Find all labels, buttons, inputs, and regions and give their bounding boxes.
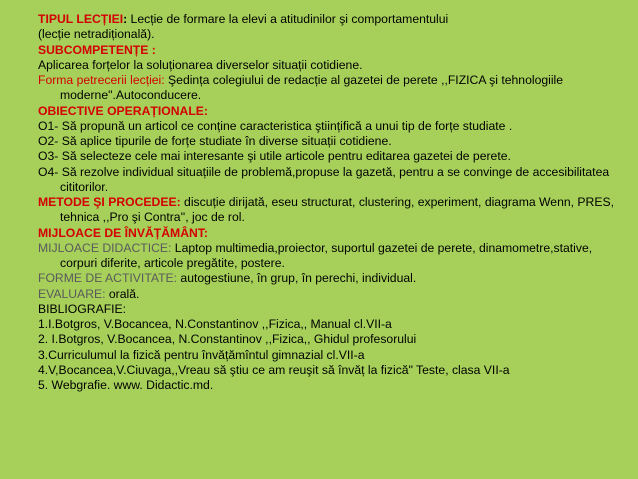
activity-forms: [38, 271, 626, 286]
evaluation: [38, 287, 626, 302]
methods-label: METODE ŞI PROCEDEE:: [38, 195, 181, 209]
activity-forms-label: FORME DE ACTIVITATE:: [38, 271, 178, 286]
lesson-type-label: TIPUL LECȚIEI: [38, 12, 124, 26]
bibliography-item: 3.Curriculumul la fizică pentru învățămîntul gimnazial cl.VII-a: [38, 347, 365, 362]
objective-item: O1- Să propună un articol ce conține caracteristica ştiințifică a unui tip de forțe studiate .: [38, 118, 513, 133]
subcompetente-label: SUBCOMPETENȚE :: [38, 42, 156, 57]
lesson-type-colon: :: [123, 12, 128, 26]
bibliography-item: 1.I.Botgros, V.Bocancea, N.Constantinov ,,Fizica,, Manual cl.VII-a: [38, 317, 392, 331]
objective-item: O4- Să rezolve individual situațiile de problemă,propuse la gazetă, pentru a se convinge de accesibilitatea cititorilor.: [38, 164, 610, 194]
lesson-form-text: Şedința colegiului de redacție al gazetei de perete ,,FIZICA şi tehnologiile moderne".Autoconducere.: [60, 73, 564, 103]
bibliography-item: 5. Webgrafie. www. Didactic.md.: [38, 378, 214, 392]
bibliography-label: BIBLIOGRAFIE:: [38, 301, 127, 316]
objective-item: O3- Să selecteze cele mai interesante şi utile articole pentru editarea gazetei de perete.: [38, 149, 511, 164]
methods: [38, 195, 626, 226]
bibliography-item: 4.V,Bocancea,V.Ciuvaga,,Vreau să ştiu ce am reuşit să învăț la fizică" Teste, clasa VII-a: [38, 362, 510, 377]
lesson-form-label: Forma petrecerii lecției:: [38, 73, 165, 87]
lesson-form: [38, 73, 626, 104]
evaluation-text: orală.: [105, 286, 140, 301]
lesson-type: [38, 12, 626, 27]
subcompetente-text: Aplicarea forțelor la soluționarea diverselor situații cotidiene.: [38, 57, 363, 72]
didactic-means: [38, 241, 626, 272]
objective-item: O2- Să aplice tipurile de forțe studiate în diverse situații cotidiene.: [38, 134, 392, 148]
bibliography-item: 2. I.Botgros, V.Bocancea, N.Constantinov ,,Fizica,, Ghidul profesorului: [38, 332, 417, 347]
teaching-means-label: MIJLOACE DE ÎNVĂȚĂMÂNT:: [38, 225, 208, 240]
objectives-label: OBIECTIVE OPERAȚIONALE:: [38, 103, 208, 118]
evaluation-label: EVALUARE:: [38, 286, 106, 301]
didactic-means-text: Laptop multimedia,proiector, suportul gazetei de perete, dinamometre,stative, corpuri diferite, articole pregătite, postere.: [60, 240, 593, 270]
didactic-means-label: MIJLOACE DIDACTICE:: [38, 240, 172, 255]
activity-forms-text: autogestiune, în grup, în perechi, individual.: [177, 271, 417, 286]
lesson-type-line2: (lecție netradițională).: [38, 27, 155, 42]
methods-text: discuție dirijată, eseu structurat, clustering, experiment, diagrama Wenn, PRES, tehnica ,,Pro şi Contra'', joc de rol.: [60, 195, 614, 225]
lesson-type-value: Lecție de formare la elevi a atitudinilor şi comportamentului: [127, 12, 449, 26]
